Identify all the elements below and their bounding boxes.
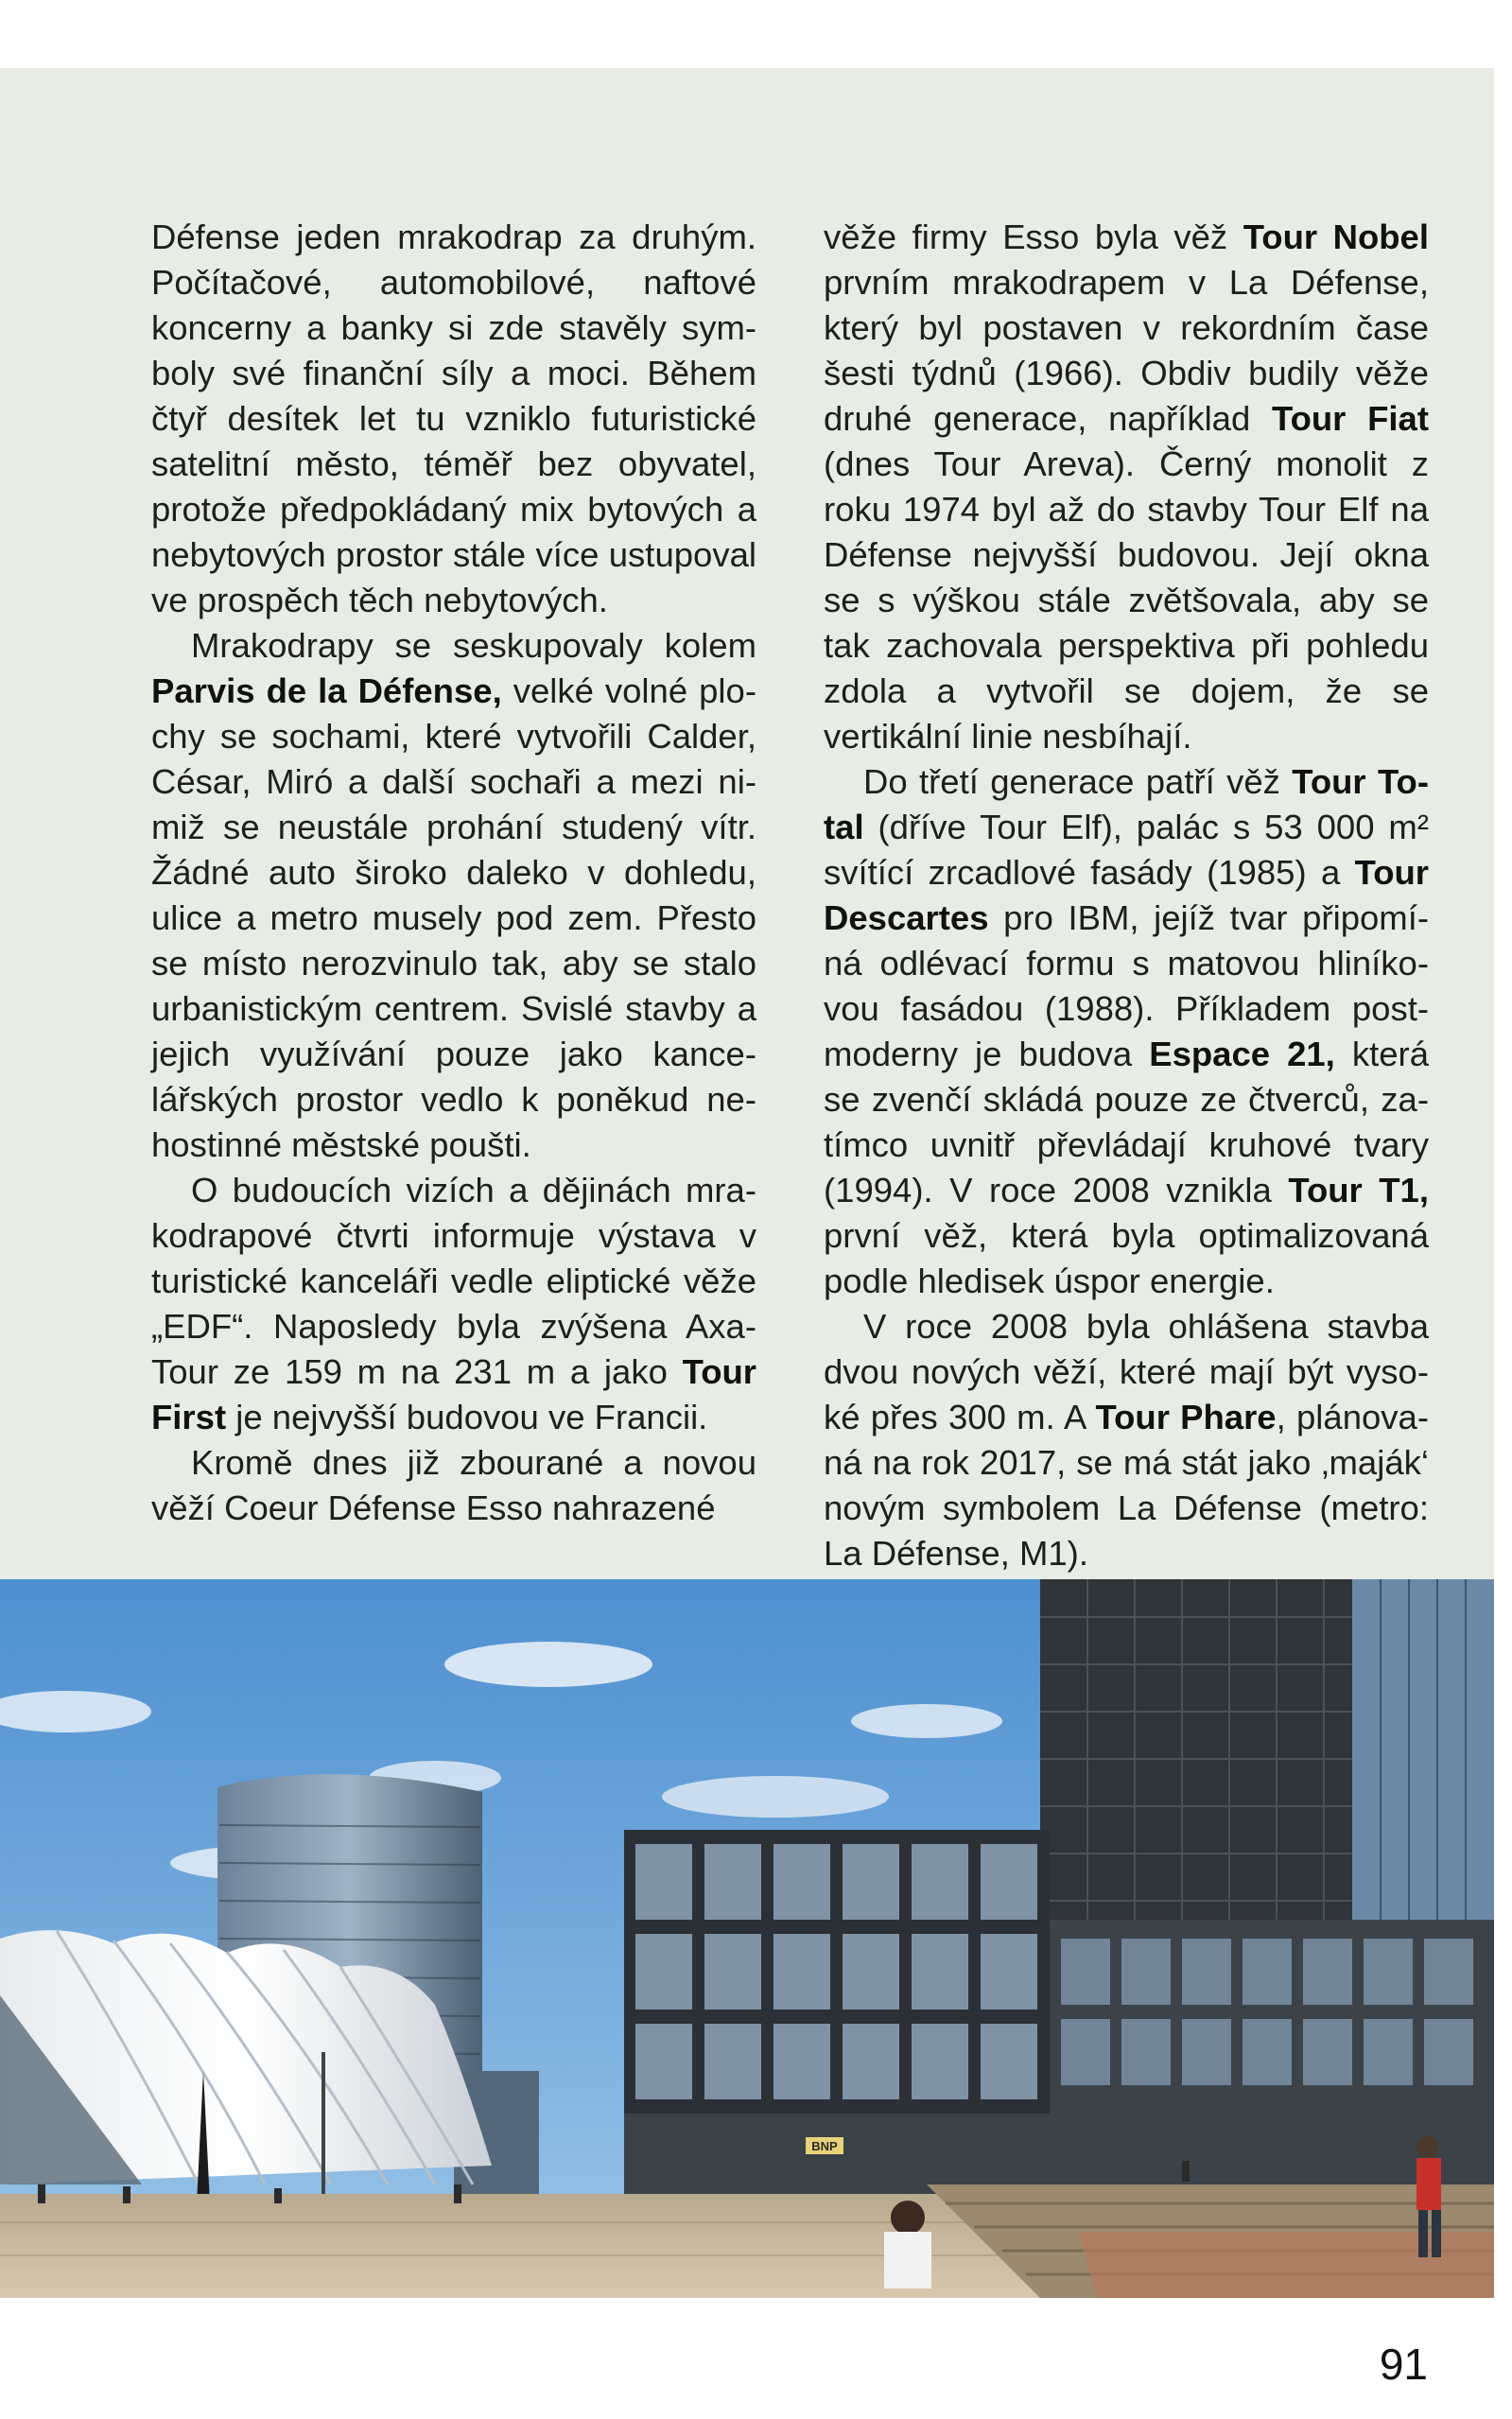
- text-run: (dnes Tour Areva). Černý monolit z roku 1974 byl až do stavby Tour Elf na Défense nejvyšší budovou. Její okna se s výškou stále zvětšovala, aby se tak zachovala perspektiva při pohledu zdola a vytvořil se dojem, že se vertikální linie nesbíhají.: [824, 444, 1429, 756]
- text-run: O budoucích vizích a dějinách mrakodrapové čtvrti informuje výstava v turistické kanceláři vedle eliptické věže „EDF“. Naposledy byla zvýšena Axa-Tour ze 159 m na 231 m a jako: [151, 1171, 756, 1391]
- bold-term: Tour First: [151, 1352, 756, 1436]
- text-panel: [0, 68, 1494, 1579]
- bold-term: Tour Fiat: [1272, 399, 1429, 438]
- bold-term: Espace 21,: [1149, 1035, 1335, 1073]
- right-column: [824, 215, 1429, 1576]
- text-run: Mrakodrapy se seskupovaly kolem: [191, 626, 756, 665]
- text-run: , plánovaná na rok 2017, se má stát jako ‚maják‘ novým symbolem La Défense (metro: La Défense, M1).: [824, 1398, 1430, 1573]
- text-run: která se zvenčí skládá pouze ze čtverců, zatímco uvnitř převládají kruhové tvary (1994). V roce 2008 vznikla: [824, 1035, 1429, 1210]
- paragraph: [824, 759, 1429, 1304]
- la-defense-photo: [0, 1579, 1494, 2298]
- bold-term: Tour Descartes: [824, 853, 1429, 937]
- paragraph: [151, 215, 756, 623]
- paragraph: [151, 1440, 756, 1531]
- text-run: pro IBM, jejíž tvar připomíná odlévací formu s matovou hliníkovou fasádou (1988). Příkladem postmoderny je budova: [824, 898, 1429, 1073]
- paragraph: [824, 1304, 1429, 1576]
- paragraph: [151, 623, 756, 1168]
- text-run: Do třetí generace patří věž: [863, 762, 1293, 801]
- text-run: první věž, která byla optimalizovaná podle hledisek úspor energie.: [824, 1216, 1429, 1300]
- bold-term: Tour Phare: [1095, 1398, 1277, 1436]
- bold-term: Tour T1,: [1288, 1171, 1429, 1210]
- text-run: V roce 2008 byla ohlášena stavba dvou nových věží, které mají být vysoké přes 300 m. A: [824, 1307, 1429, 1436]
- bank-sign-text: BNP: [811, 2139, 838, 2153]
- text-run: věže firmy Esso byla věž: [824, 218, 1243, 256]
- page-number: 91: [1379, 2340, 1428, 2389]
- text-run: Défense jeden mrakodrap za druhým. Počítačové, automobilové, naftové koncerny a banky si zde stavěly symboly své finanční síly a moci. Během čtyř desítek let tu vzniklo futuristické satelitní město, téměř bez obyvatel, protože předpokládaný mix bytových a nebytových prostor stále více ustupoval ve prospěch těch nebytových.: [151, 218, 756, 619]
- text-run: prvním mrakodrapem v La Défense, který byl postaven v rekordním čase šesti týdnů (1966). Obdiv budily věže druhé generace, například: [824, 263, 1429, 438]
- bold-term: Tour Total: [824, 762, 1430, 846]
- text-run: velké volné plochy se sochami, které vytvořili Calder, César, Miró a další sochaři a mezi nimiž se neustále prohání studený vítr. Žádné auto široko daleko v dohledu, ulice a metro musely pod zem. Přesto se místo nerozvinulo tak, aby se stalo urbanistickým centrem. Svislé stavby a jejich využívání pouze jako kancelářských prostor vedlo k poněkud nehostinné městské poušti.: [151, 671, 756, 1164]
- text-run: (dříve Tour Elf), palác s 53 000 m² svítící zrcadlové fasády (1985) a: [824, 808, 1429, 892]
- left-column: [151, 215, 756, 1531]
- text-run: Kromě dnes již zbourané a novou věží Coeur Défense Esso nahrazené: [151, 1443, 756, 1527]
- paragraph: [151, 1168, 756, 1440]
- bold-term: Tour Nobel: [1243, 218, 1430, 256]
- lamp-post: [322, 2052, 325, 2203]
- text-run: je nejvyšší budovou ve Francii.: [226, 1398, 708, 1436]
- paragraph: [824, 215, 1429, 759]
- bold-term: Parvis de la Défense,: [151, 671, 502, 710]
